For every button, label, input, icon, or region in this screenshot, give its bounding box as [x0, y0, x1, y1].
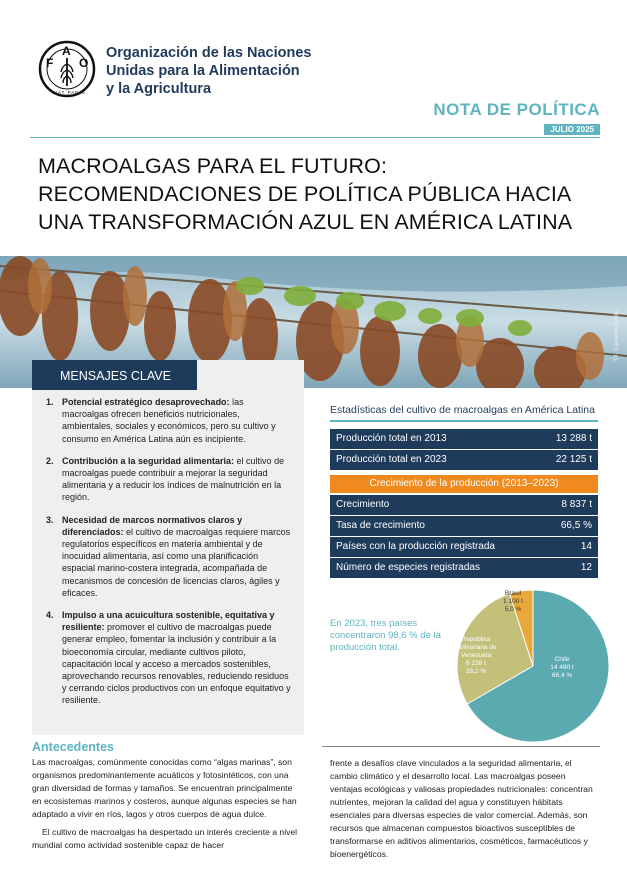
- row-label: Producción total en 2013: [336, 433, 447, 444]
- table-row: [330, 495, 598, 515]
- publication-date: JULIO 2025: [544, 124, 600, 135]
- slice-percent: 28,2 %: [465, 668, 487, 675]
- header-divider: [30, 137, 600, 138]
- page-title: [38, 152, 598, 236]
- pie-caption: En 2023, tres países concentraron 98,6 % de la producción total.: [330, 618, 441, 653]
- key-messages-list: [46, 396, 292, 717]
- document-type: NOTA DE POLÍTICA: [433, 100, 600, 119]
- list-item: [46, 455, 292, 504]
- org-line-3: y la Agricultura: [106, 81, 212, 97]
- row-value: 22 125 t: [555, 454, 592, 465]
- title-line-3: UNA TRANSFORMACIÓN AZUL EN AMÉRICA LATINA: [38, 210, 573, 234]
- fao-logo: [38, 40, 96, 98]
- key-messages-box: [32, 360, 304, 735]
- stats-divider: [330, 420, 598, 422]
- row-value: 12: [580, 562, 592, 573]
- list-item-number: 1.: [46, 397, 54, 407]
- list-item-text: las macroalgas ofrecen beneficios nutricionales, ambientales, sociales y económicos, pero su cultivo y consumo en América Latina aún es incipiente.: [62, 397, 276, 444]
- list-item-number: 3.: [46, 514, 54, 525]
- list-item-lead: Impulso a una acuicultura sostenible, equitativa y resiliente:: [62, 610, 275, 633]
- row-label: Países con la producción registrada: [336, 541, 495, 552]
- title-line-1: MACROALGAS PARA EL FUTURO:: [38, 154, 388, 178]
- slice-tonnes: 6 238 t: [466, 660, 486, 667]
- list-item-lead: Contribución a la seguridad alimentaria:: [62, 455, 235, 466]
- list-item: [46, 609, 292, 707]
- pie-label-venezuela: [446, 636, 506, 676]
- list-item-text: el cultivo de macroalgas puede contribuir a mejorar la seguridad alimentaria y a reducir los índices de malnutrición en la región.: [62, 455, 285, 503]
- table-row: [330, 516, 598, 536]
- paragraph: El cultivo de macroalgas ha despertado un interés creciente a nivel mundial como actividad sostenible capaz de hacer: [32, 827, 298, 850]
- row-value: 14: [580, 541, 592, 552]
- table-row: [330, 558, 598, 578]
- row-label: Número de especies registradas: [336, 562, 480, 573]
- slice-name: Chile: [554, 656, 570, 663]
- stats-title: Estadísticas del cultivo de macroalgas en América Latina: [330, 404, 595, 416]
- pie-label-chile: [532, 656, 592, 680]
- list-item-text: el cultivo de macroalgas requiere marcos regulatorios específicos en materia ambiental y de inocuidad alimentaria, así como una planificación espacial marino-costera integrada, acompañada de mecanismos de concesión de licencias claros, ágiles y eficaces.: [62, 526, 291, 598]
- org-line-2: Unidas para la Alimentación: [106, 63, 300, 79]
- list-item-lead: Necesidad de marcos normativos claros y diferenciados:: [62, 514, 243, 537]
- table-row: [330, 537, 598, 557]
- column-divider: [322, 746, 600, 747]
- photo-credit: ©I. Cáceres/Chile: [613, 310, 620, 362]
- pie-chart: [420, 586, 610, 744]
- pie-label-brasil: [500, 590, 526, 614]
- svg-text:A: A: [62, 44, 71, 58]
- table-row: [330, 450, 598, 470]
- title-line-2: RECOMENDACIONES DE POLÍTICA PÚBLICA HACIA: [38, 182, 572, 206]
- background-right-column: [330, 757, 598, 861]
- slice-tonnes: 1 100 t: [503, 598, 523, 605]
- row-value: 66,5 %: [560, 520, 592, 531]
- slice-percent: 66,4 %: [551, 672, 573, 679]
- background-heading: Antecedentes: [32, 740, 114, 754]
- org-line-1: Organización de las Naciones: [106, 45, 312, 61]
- background-left-column: [32, 756, 304, 852]
- row-value: 8 837 t: [561, 499, 592, 510]
- list-item: [46, 396, 292, 445]
- growth-header: Crecimiento de la producción (2013–2023): [330, 475, 598, 493]
- svg-text:F: F: [46, 56, 54, 70]
- list-item-number: 4.: [46, 610, 54, 621]
- row-label: Producción total en 2023: [336, 454, 447, 465]
- slice-percent: 5,0 %: [504, 606, 522, 613]
- row-value: 13 288 t: [555, 433, 592, 444]
- svg-text:FIAT PANIS: FIAT PANIS: [52, 90, 86, 95]
- svg-text:O: O: [79, 56, 89, 70]
- key-messages-heading: MENSAJES CLAVE: [32, 360, 197, 390]
- paragraph: frente a desafíos clave vinculados a la seguridad alimentaria, el cambio climático y el desarrollo local. Las macroalgas poseen ventajas ecológicas y valiosas propiedades nutricionales: concentran nutrientes, mejoran la calidad del agua y constituyen hábitats esenciales para diversas especies de valor comercial. Además, son recursos que almacenan compuestos bioactivos susceptibles de transformarse en aditivos alimentarios, cosméticos, farmacéuticos y bioenergéticos.: [330, 758, 593, 859]
- list-item-number: 2.: [46, 455, 54, 466]
- row-label: Tasa de crecimiento: [336, 520, 425, 531]
- row-label: Crecimiento: [336, 499, 390, 510]
- list-item-lead: Potencial estratégico desaprovechado:: [62, 397, 230, 407]
- organization-name: [106, 44, 312, 98]
- slice-tonnes: 14 480 t: [550, 664, 574, 671]
- table-row: [330, 429, 598, 449]
- paragraph: Las macroalgas, comúnmente conocidas como “algas marinas”, son organismos predominantemente acuáticos y fotosintéticos, con una gran diversidad de formas y tamaños. Se encuentran principalmente en ecosistemas marinos y costeros, aunque algunas especies se han adaptado a vivir en ríos, lagos y otros cuerpos de agua dulce.: [32, 757, 297, 819]
- list-item: [46, 514, 292, 599]
- list-item-text: promover el cultivo de macroalgas puede generar empleo, fomentar la inclusión y contribuir a la bioeconomía circular, mediante cultivos piloto, capacitación local y acceso a mercados sostenibles, aprovechando recursos renovables, reduciendo residuos y cerrando ciclos productivos con un enfoque equitativo y resiliente.: [62, 622, 291, 706]
- slice-name: República Bolivariana de Venezuela: [455, 636, 497, 659]
- slice-name: Brasil: [504, 590, 522, 597]
